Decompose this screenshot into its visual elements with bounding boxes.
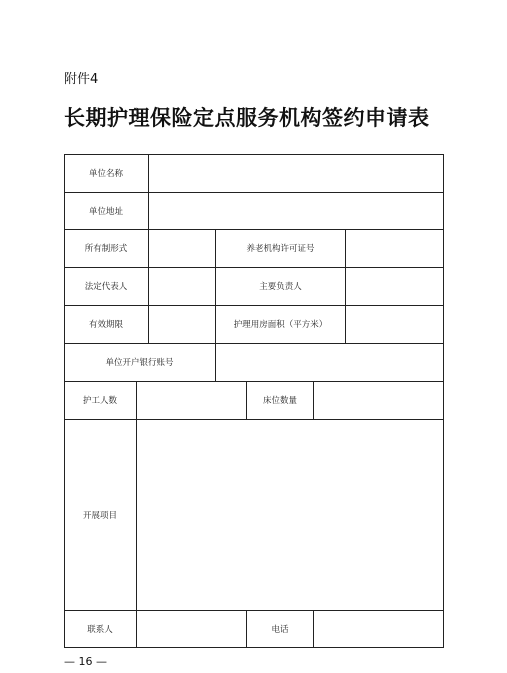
label-unit-address: 单位地址 xyxy=(88,206,123,217)
field-contact[interactable] xyxy=(137,610,246,648)
label-validity: 有效期限 xyxy=(88,320,123,330)
page-number: — 16 — xyxy=(64,655,107,668)
label-phone: 电话 xyxy=(271,625,289,635)
field-principal[interactable] xyxy=(346,267,444,305)
field-services[interactable] xyxy=(137,419,444,610)
label-beds: 床位数量 xyxy=(262,396,297,406)
field-validity[interactable] xyxy=(149,305,215,343)
label-bank-account: 单位开户银行账号 xyxy=(105,358,174,368)
label-license-no: 养老机构许可证号 xyxy=(246,244,315,254)
field-legal-rep[interactable] xyxy=(149,267,215,305)
label-ownership: 所有制形式 xyxy=(84,244,128,254)
label-legal-rep: 法定代表人 xyxy=(84,282,128,292)
field-ownership[interactable] xyxy=(149,229,215,267)
form-title: 长期护理保险定点服务机构签约申请表 xyxy=(64,105,430,130)
label-contact: 联系人 xyxy=(87,625,113,635)
attachment-label: 附件4 xyxy=(64,72,99,87)
field-phone[interactable] xyxy=(314,610,444,648)
field-bank-account[interactable] xyxy=(216,343,444,381)
field-unit-address[interactable] xyxy=(149,192,444,229)
label-services: 开展项目 xyxy=(82,510,117,521)
field-beds[interactable] xyxy=(314,381,444,419)
label-principal: 主要负责人 xyxy=(259,282,302,292)
field-unit-name[interactable] xyxy=(149,154,444,192)
field-caregivers[interactable] xyxy=(137,381,246,419)
label-unit-name: 单位名称 xyxy=(88,169,123,179)
field-license-no[interactable] xyxy=(346,229,444,267)
field-room-area[interactable] xyxy=(346,305,444,343)
label-caregivers: 护工人数 xyxy=(82,396,117,406)
label-room-area: 护理用房面积（平方米） xyxy=(233,320,328,330)
